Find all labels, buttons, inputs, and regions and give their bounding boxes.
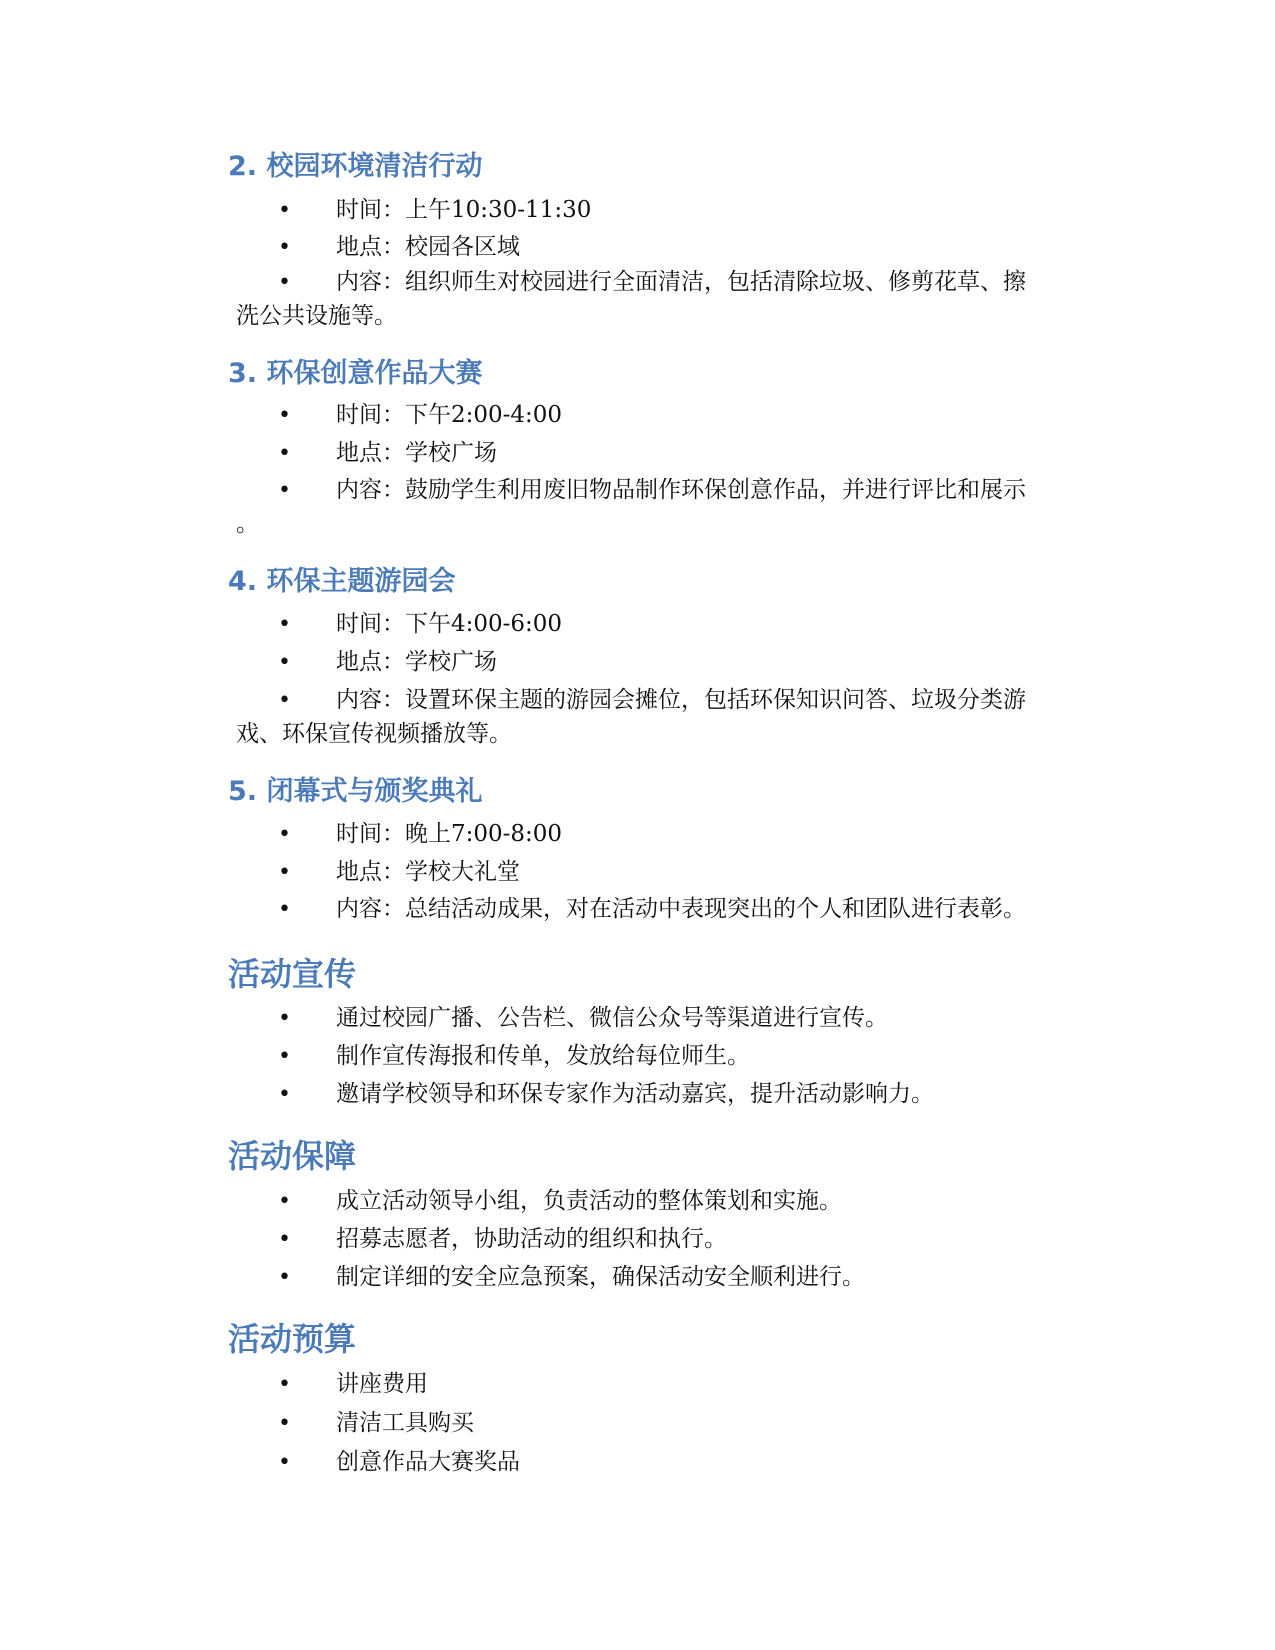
bullet-icon: • [278, 403, 291, 428]
list-item-text: 地点：学校广场 [336, 440, 497, 466]
list-item [278, 855, 1078, 890]
list-item [278, 1222, 1078, 1257]
list-item [278, 265, 1078, 300]
bullet-icon: • [278, 1227, 291, 1252]
bullet-icon: • [278, 1082, 291, 1107]
bullet-icon: • [278, 612, 291, 637]
list-item [278, 892, 1078, 927]
bullet-icon: • [278, 270, 291, 295]
section-heading: 活动保障 [228, 1137, 357, 1175]
bullet-icon: • [278, 688, 291, 713]
list-item [278, 645, 1078, 680]
list-item [278, 1077, 1078, 1112]
list-item [278, 1406, 1078, 1441]
list-item-continuation: 洗公共设施等。 [236, 303, 397, 329]
list-item-text: 地点：校园各区域 [336, 234, 520, 260]
section-heading: 4. 环保主题游园会 [228, 566, 456, 597]
list-item-text: 时间：下午4:00-6:00 [336, 611, 563, 637]
list-item-text: 内容：组织师生对校园进行全面清洁，包括清除垃圾、修剪花草、擦 [336, 269, 1026, 295]
bullet-icon: • [278, 235, 291, 260]
bullet-icon: • [278, 650, 291, 675]
bullet-icon: • [278, 1265, 291, 1290]
list-item [278, 1260, 1078, 1295]
section-heading: 2. 校园环境清洁行动 [228, 151, 483, 182]
list-item-continuation: 戏、环保宣传视频播放等。 [236, 721, 512, 747]
bullet-icon: • [278, 1450, 291, 1475]
list-item-text: 内容：总结活动成果，对在活动中表现突出的个人和团队进行表彰。 [336, 896, 1026, 922]
list-item-text: 地点：学校大礼堂 [336, 859, 520, 885]
list-item [278, 683, 1078, 718]
bullet-icon: • [278, 1044, 291, 1069]
list-item-text: 内容：设置环保主题的游园会摊位，包括环保知识问答、垃圾分类游 [336, 687, 1026, 713]
bullet-icon: • [278, 198, 291, 223]
list-item [278, 436, 1078, 471]
list-item [278, 1184, 1078, 1219]
bullet-icon: • [278, 1189, 291, 1214]
section-heading: 3. 环保创意作品大赛 [228, 358, 483, 389]
list-item-text: 内容：鼓励学生利用废旧物品制作环保创意作品，并进行评比和展示 [336, 477, 1026, 503]
list-item [278, 1001, 1078, 1036]
list-item-text: 制作宣传海报和传单，发放给每位师生。 [336, 1043, 750, 1069]
section-heading: 5. 闭幕式与颁奖典礼 [228, 776, 483, 807]
list-item-text: 时间：晚上7:00-8:00 [336, 821, 563, 847]
list-item-text: 创意作品大赛奖品 [336, 1449, 520, 1475]
list-item [278, 1445, 1078, 1480]
bullet-icon: • [278, 897, 291, 922]
list-item-text: 制定详细的安全应急预案，确保活动安全顺利进行。 [336, 1264, 865, 1290]
list-item-text: 时间：下午2:00-4:00 [336, 402, 563, 428]
bullet-icon: • [278, 1006, 291, 1031]
list-item-continuation: 。 [236, 511, 259, 537]
bullet-icon: • [278, 860, 291, 885]
list-item [278, 1039, 1078, 1074]
list-item-text: 时间：上午10:30-11:30 [336, 197, 592, 223]
list-item-text: 通过校园广播、公告栏、微信公众号等渠道进行宣传。 [336, 1005, 888, 1031]
list-item-text: 讲座费用 [336, 1371, 428, 1397]
list-item [278, 230, 1078, 265]
list-item [278, 398, 1078, 433]
section-heading: 活动预算 [228, 1320, 357, 1358]
list-item-text: 清洁工具购买 [336, 1410, 474, 1436]
list-item-text: 地点：学校广场 [336, 649, 497, 675]
list-item [278, 607, 1078, 642]
list-item [278, 193, 1078, 228]
list-item-text: 邀请学校领导和环保专家作为活动嘉宾，提升活动影响力。 [336, 1081, 934, 1107]
bullet-icon: • [278, 822, 291, 847]
list-item-text: 成立活动领导小组，负责活动的整体策划和实施。 [336, 1188, 842, 1214]
bullet-icon: • [278, 1372, 291, 1397]
list-item-text: 招募志愿者，协助活动的组织和执行。 [336, 1226, 727, 1252]
bullet-icon: • [278, 478, 291, 503]
list-item [278, 817, 1078, 852]
list-item [278, 1367, 1078, 1402]
bullet-icon: • [278, 1411, 291, 1436]
bullet-icon: • [278, 441, 291, 466]
section-heading: 活动宣传 [228, 955, 357, 993]
list-item [278, 473, 1078, 508]
